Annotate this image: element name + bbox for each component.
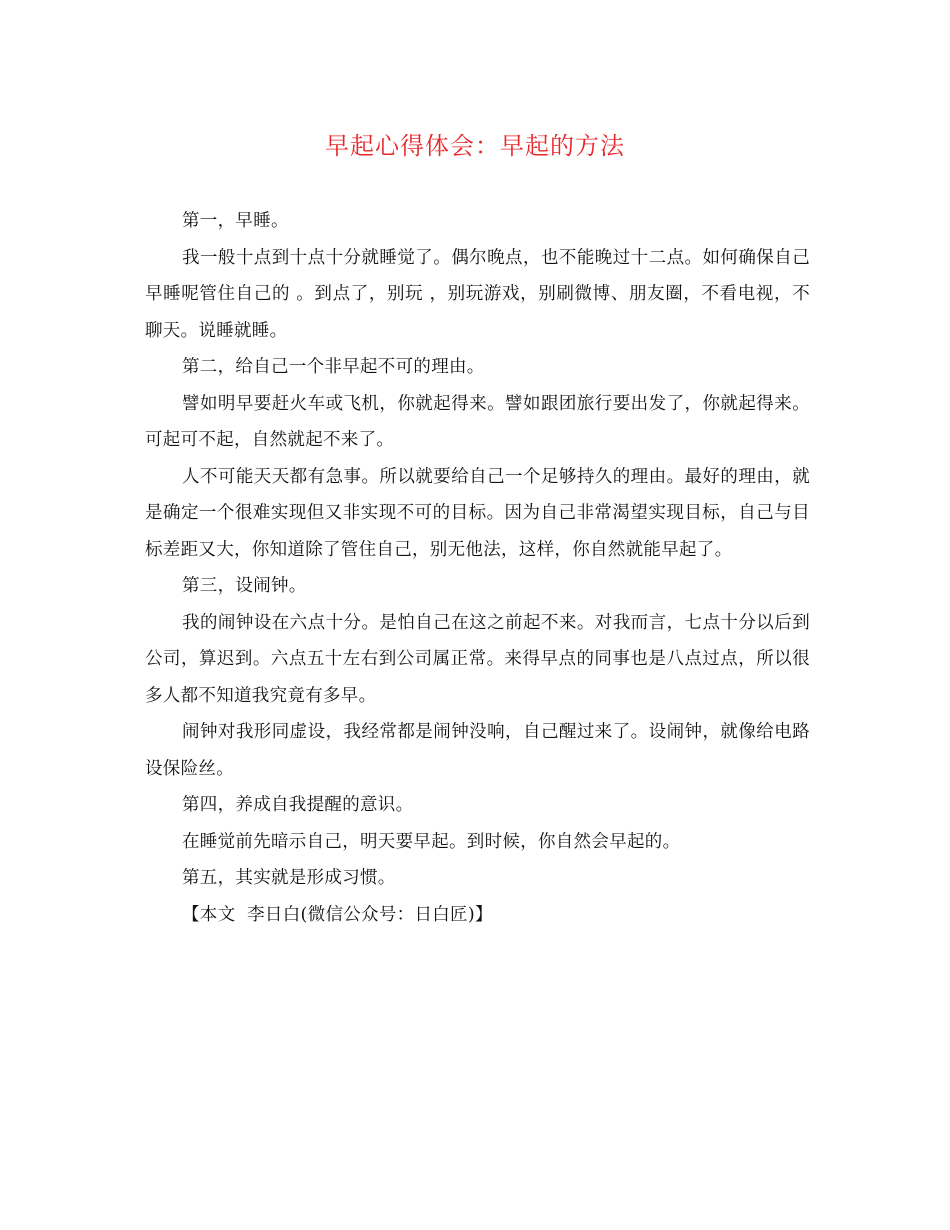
author-signature: 【本文 李日白(微信公众号：日白匠)】 [182,904,493,925]
document-title: 早起心得体会：早起的方法 [325,132,625,160]
document-body [145,203,810,933]
paragraph-1: 第一，早睡。 [182,211,289,231]
paragraph-6: 第三，设闹钟。 [182,576,307,596]
paragraph-4: 譬如明早要赶火车或飞机，你就起得来。譬如跟团旅行要出发了，你就起得来。可起可不起，自然就起不来了。 [145,393,810,450]
paragraph-11: 第五，其实就是形成习惯。 [182,868,396,888]
paragraph-7: 我的闹钟设在六点十分。是怕自己在这之前起不来。对我而言，七点十分以后到公司，算迟到。六点五十左右到公司属正常。来得早点的同事也是八点过点，所以很多人都不知道我究竟有多早。 [145,612,810,706]
paragraph-3: 第二，给自己一个非早起不可的理由。 [182,357,485,377]
paragraph-5: 人不可能天天都有急事。所以就要给自己一个足够持久的理由。最好的理由，就是确定一个很难实现但又非实现不可的目标。因为自己非常渴望实现目标，自己与目标差距又大，你知道除了管住自己，别无他法，这样，你自然就能早起了。 [145,466,810,560]
paragraph-8: 闹钟对我形同虚设，我经常都是闹钟没响，自己醒过来了。设闹钟，就像给电路设保险丝。 [145,722,810,779]
paragraph-9: 第四，养成自我提醒的意识。 [182,795,414,815]
paragraph-2: 我一般十点到十点十分就睡觉了。偶尔晚点，也不能晚过十二点。如何确保自己早睡呢管住自己的 。到点了，别玩 ，别玩游戏，别刷微博、朋友圈，不看电视，不聊天。说睡就睡。 [145,247,810,341]
paragraph-10: 在睡觉前先暗示自己，明天要早起。到时候，你自然会早起的。 [182,831,681,852]
